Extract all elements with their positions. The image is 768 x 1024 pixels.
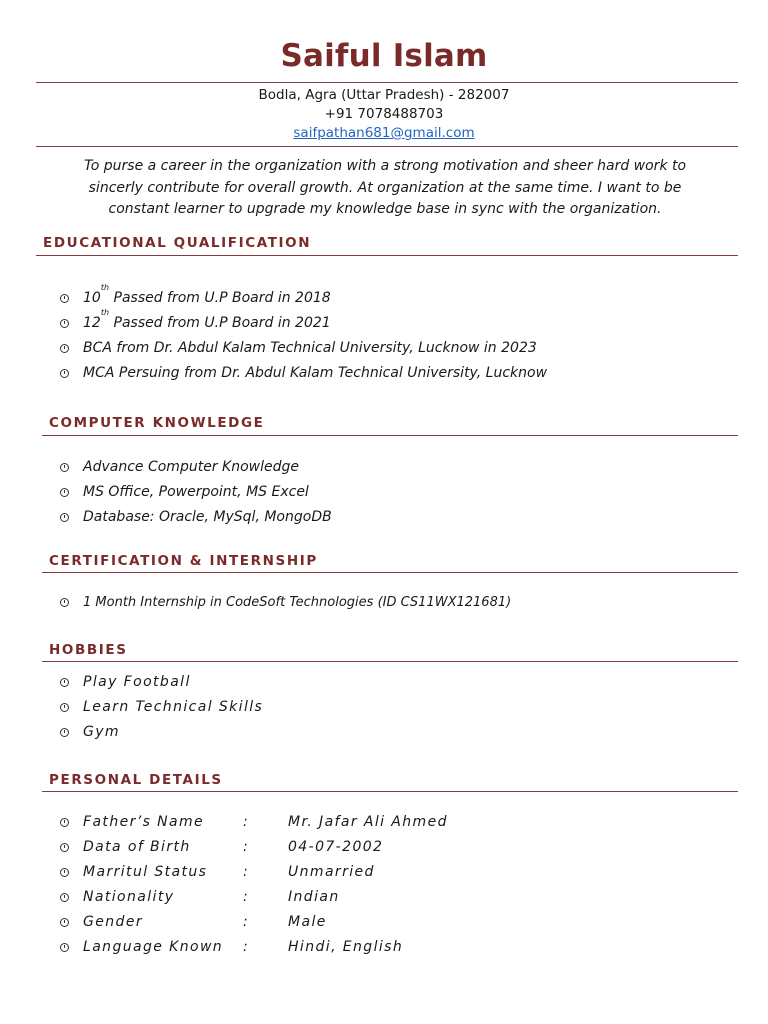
list-item: 12th Passed from U.P Board in 2021 (60, 311, 547, 336)
bullet-icon (60, 678, 69, 687)
bullet-icon (60, 843, 69, 852)
list-item: 10th Passed from U.P Board in 2018 (60, 286, 547, 311)
list-item: Play Football (60, 670, 263, 695)
list-item: Database: Oracle, MySql, MongoDB (60, 505, 332, 530)
bullet-icon (60, 818, 69, 827)
education-list (60, 283, 548, 386)
computer-divider (42, 435, 738, 436)
header-divider (36, 82, 738, 83)
bullet-icon (60, 728, 69, 737)
personal-divider (42, 791, 738, 792)
section-title-certification: CERTIFICATION & INTERNSHIP (49, 553, 318, 569)
detail-value: Unmarried (288, 864, 375, 880)
detail-row: Nationality : Indian (60, 885, 448, 910)
personal-details-list (60, 810, 448, 960)
detail-row: Father’s Name : Mr. Jafar Ali Ahmed (60, 810, 448, 835)
bullet-icon (60, 344, 69, 353)
section-title-personal: PERSONAL DETAILS (49, 772, 223, 788)
bullet-icon (60, 488, 69, 497)
contact-address: Bodla, Agra (Uttar Pradesh) - 282007 (258, 87, 510, 103)
bullet-icon (60, 598, 69, 607)
detail-row: Language Known : Hindi, English (60, 935, 448, 960)
detail-label: Marritul Status (83, 864, 208, 880)
list-item: MCA Persuing from Dr. Abdul Kalam Technical University, Lucknow (60, 361, 547, 386)
bullet-icon (60, 294, 69, 303)
career-objective: To purse a career in the organization with a strong motivation and sheer hard work to sincerly contribute for overall growth. At organization at the same time. I want to be constant learner to upgrade my knowledge base in sync with the organization. (83, 158, 687, 217)
list-item: MS Office, Powerpoint, MS Excel (60, 480, 332, 505)
contact-phone: +91 7078488703 (324, 106, 444, 122)
contact-email-row (0, 124, 768, 143)
detail-label: Gender (83, 914, 143, 930)
certification-list (60, 590, 511, 615)
detail-value: Indian (288, 889, 340, 905)
bullet-icon (60, 319, 69, 328)
education-divider (36, 255, 738, 256)
hobbies-list (60, 670, 263, 745)
detail-value: Hindi, English (288, 939, 404, 955)
bullet-icon (60, 369, 69, 378)
detail-row: Gender : Male (60, 910, 448, 935)
section-title-education: EDUCATIONAL QUALIFICATION (43, 235, 312, 251)
email-link[interactable]: saifpathan681@gmail.com (293, 125, 475, 141)
detail-label: Nationality (83, 889, 175, 905)
list-item: Gym (60, 720, 263, 745)
bullet-icon (60, 893, 69, 902)
section-title-hobbies: HOBBIES (49, 642, 128, 658)
bullet-icon (60, 943, 69, 952)
detail-value: Male (288, 914, 327, 930)
detail-value: 04-07-2002 (288, 839, 384, 855)
candidate-name: Saiful Islam (280, 38, 488, 74)
detail-row: Marritul Status : Unmarried (60, 860, 448, 885)
hobbies-divider (42, 661, 738, 662)
detail-label: Data of Birth (83, 839, 191, 855)
computer-list (60, 455, 332, 530)
bullet-icon (60, 513, 69, 522)
bullet-icon (60, 463, 69, 472)
detail-label: Father’s Name (83, 814, 205, 830)
list-item: Advance Computer Knowledge (60, 455, 332, 480)
detail-value: Mr. Jafar Ali Ahmed (288, 814, 448, 830)
bullet-icon (60, 918, 69, 927)
list-item: Learn Technical Skills (60, 695, 263, 720)
detail-label: Language Known (83, 939, 224, 955)
certification-divider (42, 572, 738, 573)
list-item: BCA from Dr. Abdul Kalam Technical University, Lucknow in 2023 (60, 336, 547, 361)
bullet-icon (60, 868, 69, 877)
detail-row: Data of Birth : 04-07-2002 (60, 835, 448, 860)
contact-divider (36, 146, 738, 147)
list-item: 1 Month Internship in CodeSoft Technologies (ID CS11WX121681) (60, 590, 511, 615)
bullet-icon (60, 703, 69, 712)
section-title-computer: COMPUTER KNOWLEDGE (49, 415, 265, 431)
